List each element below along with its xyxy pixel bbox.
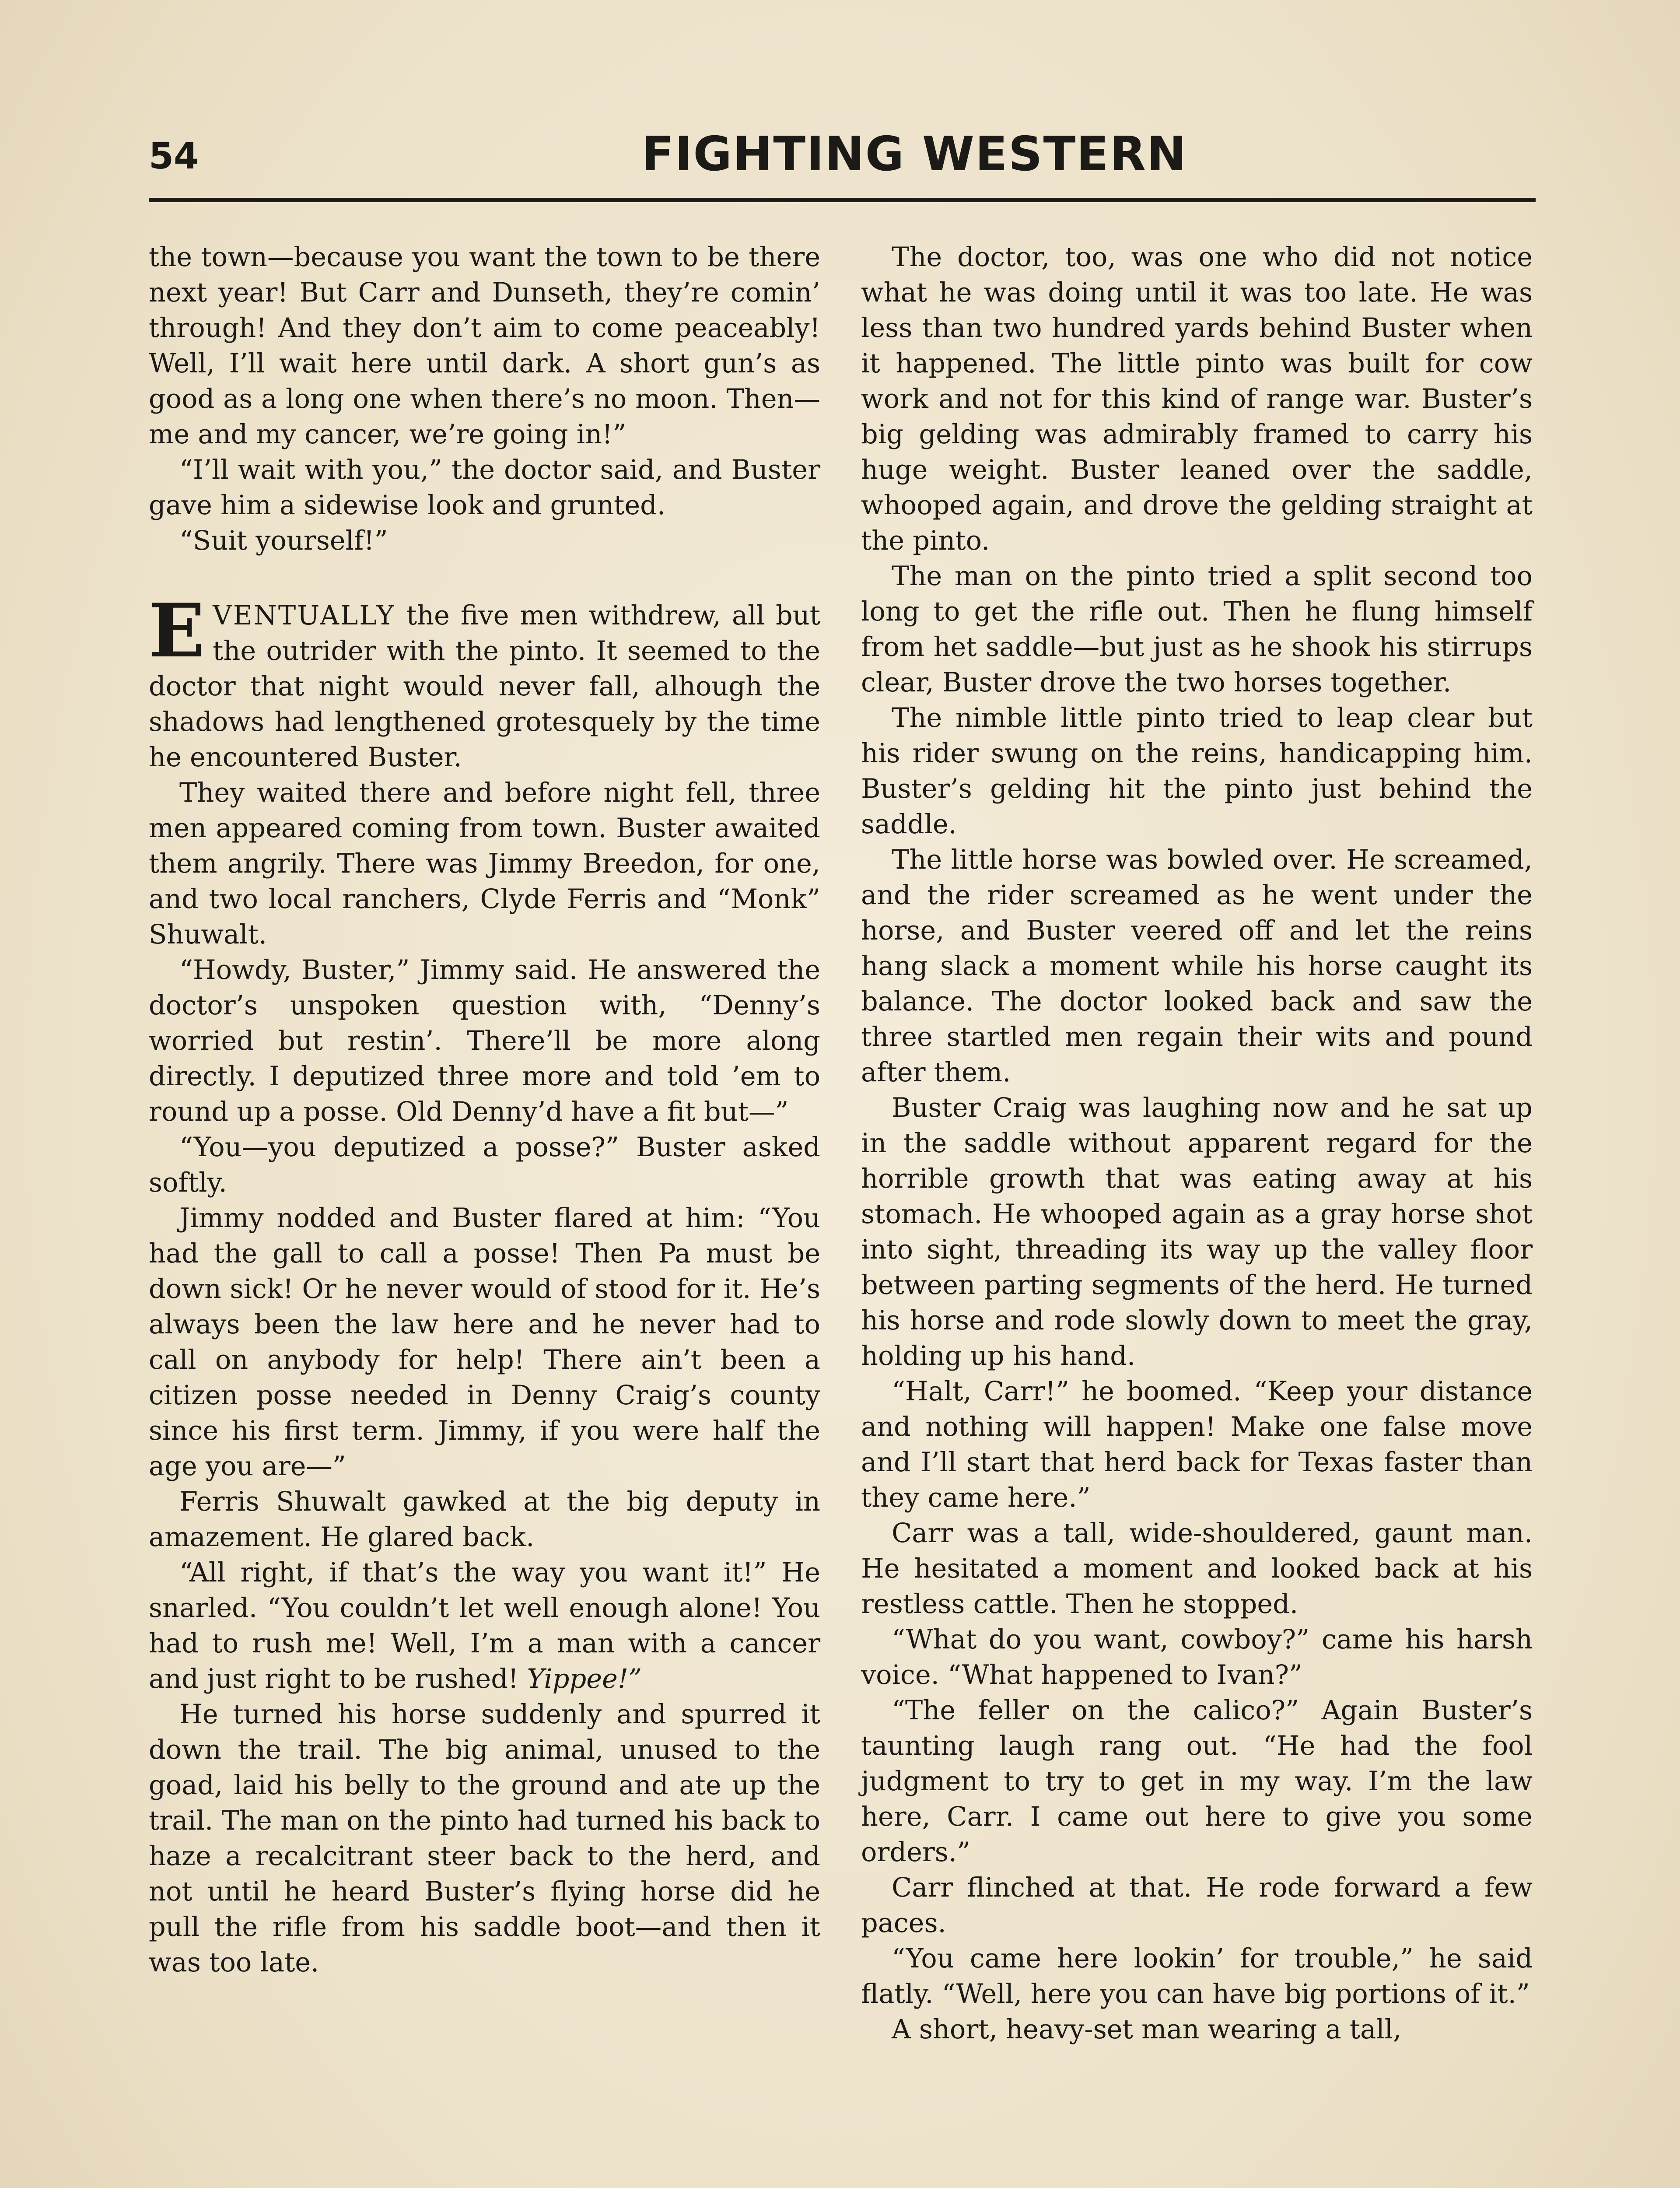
paragraph: The doctor, too, was one who did not notice what he was doing until it was too late. He was less than two hundred yards behind Buster when it happened. The little pinto was built for cow work and not for this kind of range war. Buster’s big gelding was admirably framed to carry his huge weight. Buster leaned over the saddle, whooped again, and drove the gelding straight at the pinto. bbox=[861, 242, 1533, 556]
paragraph: “Suit yourself!” bbox=[179, 526, 388, 556]
paragraph: They waited there and before night fell, three men appeared coming from town. Buster awaited them angrily. There was Jimmy Breedon, for one, and two local ranchers, Clyde Ferris and “Monk” Shuwalt. bbox=[149, 778, 820, 950]
drop-cap: E bbox=[149, 587, 205, 674]
paragraph: “You—you deputized a posse?” Buster asked softly. bbox=[149, 1132, 820, 1198]
paragraph: The little horse was bowled over. He screamed, and the rider screamed as he went under the horse, and Buster veered off and let the reins hang slack a moment while his horse caught its balance. The doctor looked back and saw the three startled men regain their wits and pound after them. bbox=[861, 845, 1533, 1088]
paragraph: “Howdy, Buster,” Jimmy said. He answered the doctor’s unspoken question with, “Denny’s worried but restin’. There’ll be more along directly. I deputized three more and told ’em to round up a posse. Old Denny’d have a fit but—” bbox=[149, 955, 820, 1127]
paragraph-text: “All right, if that’s the way you want it!” He snarled. “You couldn’t let well enough alone! You had to rush me! Well, I’m a man with a cancer and just right to be rushed! bbox=[149, 1557, 820, 1694]
paragraph: Ferris Shuwalt gawked at the big deputy in amazement. He glared back. bbox=[149, 1487, 820, 1553]
paragraph: Buster Craig was laughing now and he sat up in the saddle without apparent regard for the horrible growth that was eating away at his stomach. He whooped again as a gray horse shot into sight, threading its way up the valley floor between parting segments of the herd. He turned his horse and rode slowly down to meet the gray, holding up his hand. bbox=[861, 1093, 1533, 1371]
paragraph: “What do you want, cowboy?” came his harsh voice. “What happened to Ivan?” bbox=[861, 1624, 1533, 1690]
paragraph: A short, heavy-set man wearing a tall, bbox=[892, 2014, 1402, 2045]
paragraph: The man on the pinto tried a split second too long to get the rifle out. Then he flung himself from het saddle—but just as he shook his stirrups clear, Buster drove the two horses together. bbox=[861, 561, 1533, 698]
small-caps-lead: VENTUALLY bbox=[213, 600, 396, 631]
paragraph: “The feller on the calico?” Again Buster’s taunting laugh rang out. “He had the fool judgment to try to get in my way. I’m the law here, Carr. I came out here to give you some orders.” bbox=[861, 1695, 1533, 1868]
paragraph-text: the five men withdrew, all but the outrider with the pinto. It seemed to the doctor that night would never fall, alhough the shadows had lengthened grotesquely by the time he encountered Buster. bbox=[149, 600, 820, 773]
paragraph: He turned his horse suddenly and spurred it down the trail. The big animal, unused to the goad, laid his belly to the ground and ate up the trail. The man on the pinto had turned his back to haze a recalcitrant steer back to the herd, and not until he heard Buster’s flying horse did he pull the rifle from his saddle boot—and then it was too late. bbox=[149, 1699, 820, 1978]
section-opening-paragraph bbox=[149, 587, 820, 775]
right-column bbox=[861, 240, 1533, 2048]
paragraph: “You came here lookin’ for trouble,” he said flatly. “Well, here you can have big portions of it.” bbox=[861, 1943, 1533, 2009]
left-column bbox=[149, 240, 820, 1981]
page-number: 54 bbox=[149, 136, 199, 177]
paragraph: Jimmy nodded and Buster flared at him: “You had the gall to call a posse! Then Pa must be down sick! Or he never would of stood for it. He’s always been the law here and he never had to call on anybody for help! There ain’t been a citizen posse needed in Denny Craig’s county since his first term. Jimmy, if you were half the age you are—” bbox=[149, 1203, 820, 1482]
paragraph: Carr flinched at that. He rode forward a few paces. bbox=[861, 1872, 1533, 1939]
paragraph: “I’ll wait with you,” the doctor said, and Buster gave him a sidewise look and grunted. bbox=[149, 455, 820, 521]
magazine-title: FIGHTING WESTERN bbox=[641, 127, 1187, 182]
page-header bbox=[149, 127, 1536, 193]
header-rule bbox=[149, 198, 1536, 202]
paragraph: The nimble little pinto tried to leap clear but his rider swung on the reins, handicapping him. Buster’s gelding hit the pinto just behind the saddle. bbox=[861, 703, 1533, 840]
paragraph: “Halt, Carr!” he boomed. “Keep your distance and nothing will happen! Make one false move and I’ll start that herd back for Texas faster than they came here.” bbox=[861, 1376, 1533, 1513]
paragraph: the town—because you want the town to be there next year! But Carr and Dunseth, they’re comin’ through! And they don’t aim to come peaceably! Well, I’ll wait here until dark. A short gun’s as good as a long one when there’s no moon. Then—me and my cancer, we’re going in!” bbox=[149, 242, 820, 450]
paragraph: Carr was a tall, wide-shouldered, gaunt man. He hesitated a moment and looked back at his restless cattle. Then he stopped. bbox=[861, 1518, 1533, 1620]
paragraph bbox=[149, 1555, 820, 1697]
italic-exclamation: Yippee!” bbox=[527, 1664, 642, 1694]
